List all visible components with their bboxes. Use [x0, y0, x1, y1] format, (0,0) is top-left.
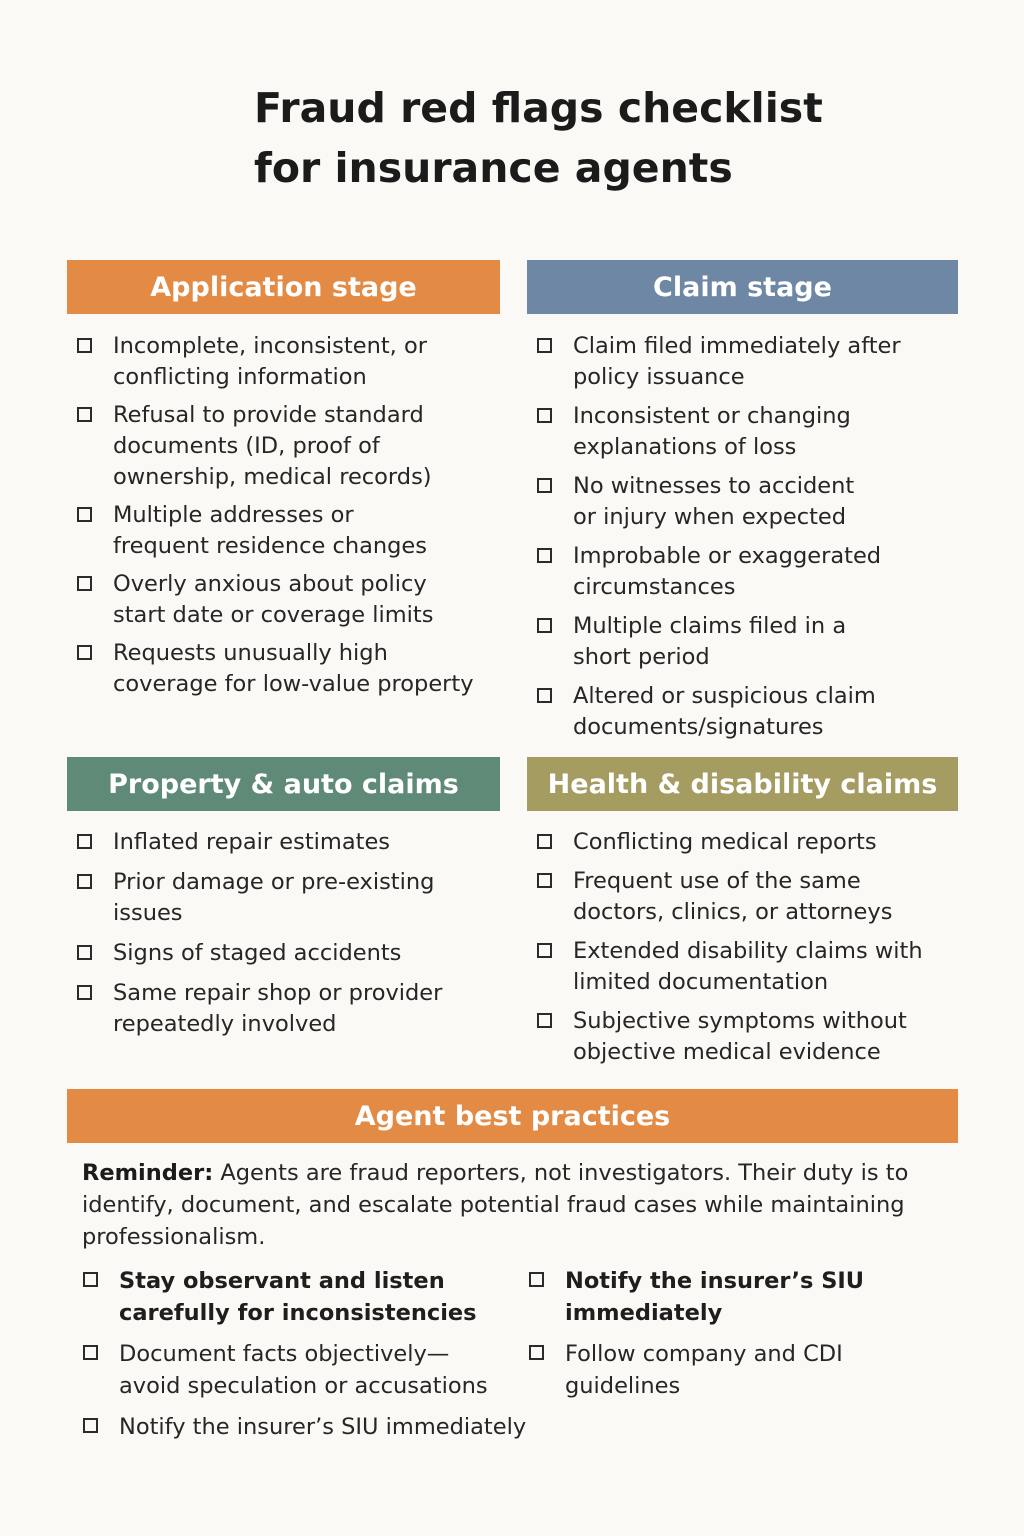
checklist-item-line: Multiple addresses or	[113, 502, 354, 528]
health-disability-claims-section	[527, 757, 958, 1076]
page-title	[254, 78, 954, 198]
checkbox-icon[interactable]	[537, 338, 552, 353]
checkbox-icon[interactable]	[77, 507, 92, 522]
checklist-item	[519, 1338, 949, 1402]
checklist-item-line: Follow company and CDI	[565, 1341, 843, 1367]
reminder-line-1-text: Agents are fraud reporters, not investigators. Their duty is to	[213, 1160, 909, 1186]
checkbox-icon[interactable]	[529, 1272, 544, 1287]
checklist-item-line: immediately	[565, 1300, 723, 1326]
checkbox-icon[interactable]	[537, 408, 552, 423]
checklist-item	[527, 331, 958, 393]
checklist-item-text	[113, 400, 500, 493]
checklist-item-text	[573, 611, 958, 673]
checklist-item-line: ownership, medical records)	[113, 464, 432, 490]
checkbox-icon[interactable]	[537, 943, 552, 958]
checklist-item	[527, 866, 958, 928]
checklist-item-text	[573, 827, 958, 858]
checkbox-icon[interactable]	[537, 688, 552, 703]
checklist-item-text	[113, 569, 500, 631]
checklist-item-text	[573, 1006, 958, 1068]
checklist-item-text	[119, 1411, 527, 1443]
checklist-item-line: doctors, clinics, or attorneys	[573, 899, 893, 925]
checklist-item-line: Refusal to provide standard	[113, 402, 424, 428]
checklist-item-line: guidelines	[565, 1373, 681, 1399]
checklist-item-text	[573, 866, 958, 928]
checklist-item	[67, 500, 500, 562]
checklist-item-line: Document facts objectively—	[119, 1341, 450, 1367]
checklist-item-line: Notify the insurer’s SIU	[565, 1268, 865, 1294]
agent-best-practices-header: Agent best practices	[67, 1089, 958, 1143]
checklist-item-line: Inflated repair estimates	[113, 829, 391, 855]
checklist-item-line: Incomplete, inconsistent, or	[113, 333, 427, 359]
checklist-item-line: explanations of loss	[573, 434, 797, 460]
checkbox-icon[interactable]	[77, 645, 92, 660]
checkbox-icon[interactable]	[83, 1345, 98, 1360]
checklist-item	[67, 827, 500, 858]
checkbox-icon[interactable]	[77, 834, 92, 849]
checkbox-icon[interactable]	[537, 478, 552, 493]
checklist-item-line: frequent residence changes	[113, 533, 427, 559]
checklist-item-text	[573, 681, 958, 743]
checklist-item-text	[573, 331, 958, 393]
checklist-item-line: Same repair shop or provider	[113, 980, 443, 1006]
checklist-item-text	[113, 500, 500, 562]
checklist-item-line: Altered or suspicious claim	[573, 683, 876, 709]
checkbox-icon[interactable]	[77, 338, 92, 353]
checklist-item	[67, 638, 500, 700]
checklist-item-text	[573, 541, 958, 603]
checklist-item-line: Improbable or exaggerated	[573, 543, 882, 569]
reminder-line-2: identify, document, and escalate potential fraud cases while maintaining	[82, 1192, 905, 1218]
checklist-item-line: limited documentation	[573, 969, 829, 995]
checklist-item-line: documents/signatures	[573, 714, 824, 740]
checklist-item-line: issues	[113, 900, 183, 926]
checklist-item-line: policy issuance	[573, 364, 745, 390]
property-auto-claims-section	[67, 757, 500, 1049]
checklist-item-line: conflicting information	[113, 364, 367, 390]
checklist-item-text	[113, 978, 500, 1040]
application-stage-header: Application stage	[67, 260, 500, 314]
checklist-item-line: Multiple claims filed in a	[573, 613, 847, 639]
checklist-item-line: Inconsistent or changing	[573, 403, 851, 429]
checklist-item-line: Signs of staged accidents	[113, 940, 402, 966]
checklist-item-line: short period	[573, 644, 710, 670]
checklist-item-text	[565, 1338, 949, 1402]
checklist-item	[527, 936, 958, 998]
checklist-item	[527, 471, 958, 533]
checkbox-icon[interactable]	[77, 407, 92, 422]
checklist-item	[527, 541, 958, 603]
checklist-item-text	[113, 638, 500, 700]
health-disability-claims-list	[527, 827, 958, 1068]
checklist-item-line: Conflicting medical reports	[573, 829, 877, 855]
checklist-item-line: Frequent use of the same	[573, 868, 861, 894]
application-stage-section	[67, 260, 500, 707]
checkbox-icon[interactable]	[77, 576, 92, 591]
checklist-item-text	[113, 827, 500, 858]
checklist-item	[67, 978, 500, 1040]
checklist-item-line: Stay observant and listen	[119, 1268, 445, 1294]
checklist-item	[527, 611, 958, 673]
checklist-item-line: or injury when expected	[573, 504, 847, 530]
checklist-item-text	[573, 401, 958, 463]
checklist-item-text	[113, 938, 500, 969]
checkbox-icon[interactable]	[537, 618, 552, 633]
property-auto-claims-header: Property & auto claims	[67, 757, 500, 811]
checklist-item-text	[573, 471, 958, 533]
reminder-line-1	[82, 1157, 958, 1189]
checkbox-icon[interactable]	[77, 945, 92, 960]
checklist-item	[67, 938, 500, 969]
checklist-item-text	[565, 1265, 949, 1329]
claim-stage-section	[527, 260, 958, 751]
checklist-item	[527, 681, 958, 743]
checklist-item	[67, 400, 500, 493]
checklist-item-line: documents (ID, proof of	[113, 433, 380, 459]
checklist-item-line: Notify the insurer’s SIU immediately	[119, 1414, 527, 1440]
checklist-item	[519, 1265, 949, 1329]
checkbox-icon[interactable]	[537, 548, 552, 563]
checklist-item-line: avoid speculation or accusations	[119, 1373, 488, 1399]
checkbox-icon[interactable]	[529, 1345, 544, 1360]
checklist-item	[527, 827, 958, 858]
checklist-item	[67, 569, 500, 631]
reminder-text	[82, 1157, 958, 1253]
checklist-item-line: Prior damage or pre-existing	[113, 869, 435, 895]
checklist-item-text	[113, 867, 500, 929]
application-stage-list	[67, 331, 500, 700]
checklist-item-line: carefully for inconsistencies	[119, 1300, 477, 1326]
checklist-item-line: Overly anxious about policy	[113, 571, 427, 597]
checkbox-icon[interactable]	[83, 1418, 98, 1433]
property-auto-claims-list	[67, 827, 500, 1040]
checkbox-icon[interactable]	[537, 873, 552, 888]
checkbox-icon[interactable]	[537, 1013, 552, 1028]
checklist-item-line: No witnesses to accident	[573, 473, 855, 499]
checklist-item	[73, 1338, 513, 1402]
claim-stage-list	[527, 331, 958, 743]
checklist-item-line: Claim filed immediately after	[573, 333, 901, 359]
checklist-item-text	[119, 1338, 513, 1402]
checklist-item	[527, 1006, 958, 1068]
claim-stage-header: Claim stage	[527, 260, 958, 314]
checkbox-icon[interactable]	[537, 834, 552, 849]
checkbox-icon[interactable]	[83, 1272, 98, 1287]
best-practices-right-column	[519, 1265, 949, 1411]
checklist-item-text	[113, 331, 500, 393]
checkbox-icon[interactable]	[77, 985, 92, 1000]
best-practices-checklist	[67, 1265, 958, 1465]
checklist-item	[73, 1265, 513, 1329]
checkbox-icon[interactable]	[77, 874, 92, 889]
checklist-item-line: objective medical evidence	[573, 1039, 881, 1065]
checklist-item-line: Subjective symptoms without	[573, 1008, 907, 1034]
health-disability-claims-header: Health & disability claims	[527, 757, 958, 811]
checklist-item-text	[573, 936, 958, 998]
title-line-1: Fraud red flags checklist	[254, 84, 823, 132]
checklist-item-line: start date or coverage limits	[113, 602, 434, 628]
checklist-item-line: Requests unusually high	[113, 640, 388, 666]
reminder-line-3: professionalism.	[82, 1224, 266, 1250]
checklist-item	[73, 1411, 527, 1443]
title-line-2: for insurance agents	[254, 144, 733, 192]
checklist-item-line: Extended disability claims with	[573, 938, 923, 964]
checklist-item	[67, 867, 500, 929]
checklist-item-line: circumstances	[573, 574, 736, 600]
checklist-item-line: coverage for low-value property	[113, 671, 474, 697]
agent-best-practices-section	[67, 1089, 958, 1465]
checklist-item-text	[119, 1265, 513, 1329]
checklist-item-line: repeatedly involved	[113, 1011, 337, 1037]
reminder-label: Reminder:	[82, 1160, 214, 1186]
checklist-item	[67, 331, 500, 393]
best-practices-left-column	[73, 1265, 527, 1452]
checklist-item	[527, 401, 958, 463]
